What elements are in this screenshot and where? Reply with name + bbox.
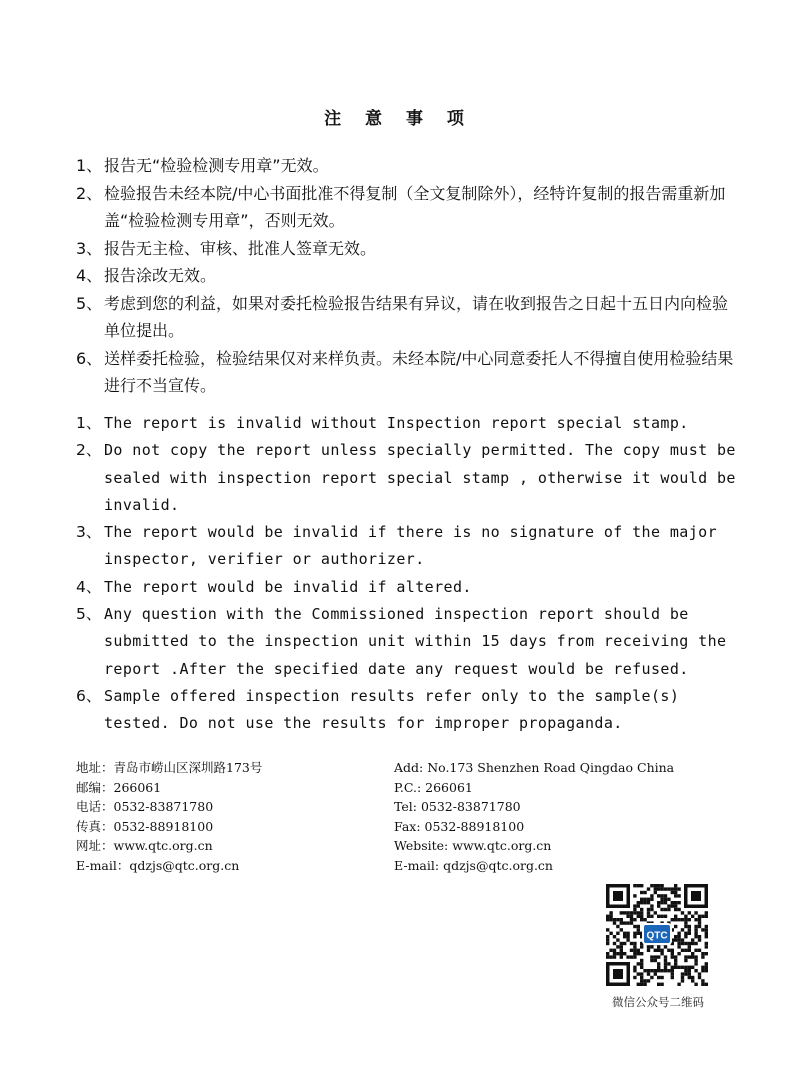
contact-email: E-mail：qdzjs@qtc.org.cn <box>76 857 240 873</box>
notice-text: 报告无“检验检测专用章”无效。 <box>104 156 329 175</box>
notice-cn-item <box>76 290 736 345</box>
notice-cn-item <box>76 152 736 180</box>
contact-fax: 传真：0532-88918100 <box>76 818 214 834</box>
notice-number: 2、 <box>76 183 103 203</box>
contact-postcode: P.C.: 266061 <box>394 779 473 795</box>
notice-text: The report would be invalid if altered. <box>104 577 472 596</box>
contact-phone: 电话：0532-83871780 <box>76 799 214 815</box>
contact-fax: Fax: 0532-88918100 <box>394 818 525 834</box>
contact-postcode: 邮编：266061 <box>76 779 162 795</box>
notice-number: 1、 <box>76 156 103 175</box>
notice-cn-item <box>76 262 736 290</box>
notice-number: 5、 <box>76 293 103 313</box>
qr-caption: 微信公众号二维码 <box>612 995 704 1009</box>
contact-address: 地址：青岛市崂山区深圳路173号 <box>76 760 263 775</box>
contact-email: E-mail: qdzjs@qtc.org.cn <box>394 857 553 873</box>
notice-en-item <box>76 683 746 738</box>
notice-en-item <box>76 601 746 683</box>
page-title: 注 意 事 项 <box>324 109 473 129</box>
contact-website: 网址：www.qtc.org.cn <box>76 838 213 854</box>
notices-english <box>76 410 746 738</box>
notice-number: 5、 <box>76 605 102 624</box>
contact-phone: Tel: 0532-83871780 <box>394 799 521 815</box>
notice-text: 检验报告未经本院/中心书面批准不得复制（全文复制除外），经特许复制的报告需重新加盖“检验检测专用章”，否则无效。 <box>104 183 726 230</box>
notice-cn-item <box>76 235 736 263</box>
notice-number: 2、 <box>76 441 102 460</box>
notice-number: 1、 <box>76 414 102 432</box>
notice-en-item <box>76 410 746 437</box>
notice-number: 4、 <box>76 266 103 285</box>
notice-text: Do not copy the report unless specially permitted. The copy must be sealed with inspection report special stamp , otherwise it would be invalid. <box>104 441 736 514</box>
notice-text: 报告涂改无效。 <box>104 266 217 285</box>
notice-text: Sample offered inspection results refer only to the sample(s) tested. Do not use the results for improper propaganda. <box>104 686 680 733</box>
contact-info-english <box>394 758 674 876</box>
contact-info-chinese <box>76 758 262 876</box>
notice-en-item <box>76 437 746 519</box>
notice-number: 4、 <box>76 577 102 596</box>
notice-number: 3、 <box>76 238 103 258</box>
notice-number: 3、 <box>76 523 102 542</box>
notice-text: 报告无主检、审核、批准人签章无效。 <box>104 238 377 258</box>
notices-chinese <box>76 152 736 400</box>
wechat-qr-code-icon <box>604 882 710 988</box>
notice-en-item <box>76 519 746 574</box>
notice-number: 6、 <box>76 686 102 705</box>
notice-cn-item <box>76 180 736 235</box>
notice-en-item <box>76 574 746 601</box>
notice-text: The report would be invalid if there is no signature of the major inspector, verifier or authorizer. <box>104 523 717 569</box>
contact-address: Add: No.173 Shenzhen Road Qingdao China <box>394 760 675 775</box>
notice-number: 6、 <box>76 348 103 368</box>
contact-website: Website: www.qtc.org.cn <box>394 838 552 854</box>
notice-text: 考虑到您的利益，如果对委托检验报告结果有异议，请在收到报告之日起十五日内向检验单位提出。 <box>104 293 729 340</box>
qr-logo-text: QTC <box>646 930 668 942</box>
notice-text: 送样委托检验，检验结果仅对来样负责。未经本院/中心同意委托人不得擅自使用检验结果进行不当宣传。 <box>104 348 734 395</box>
notice-text: Any question with the Commissioned inspection report should be submitted to the inspection unit within 15 days from receiving the report .After the specified date any request would be refused. <box>104 605 727 678</box>
notice-text: The report is invalid without Inspection report special stamp. <box>104 414 689 432</box>
notice-cn-item <box>76 345 736 400</box>
